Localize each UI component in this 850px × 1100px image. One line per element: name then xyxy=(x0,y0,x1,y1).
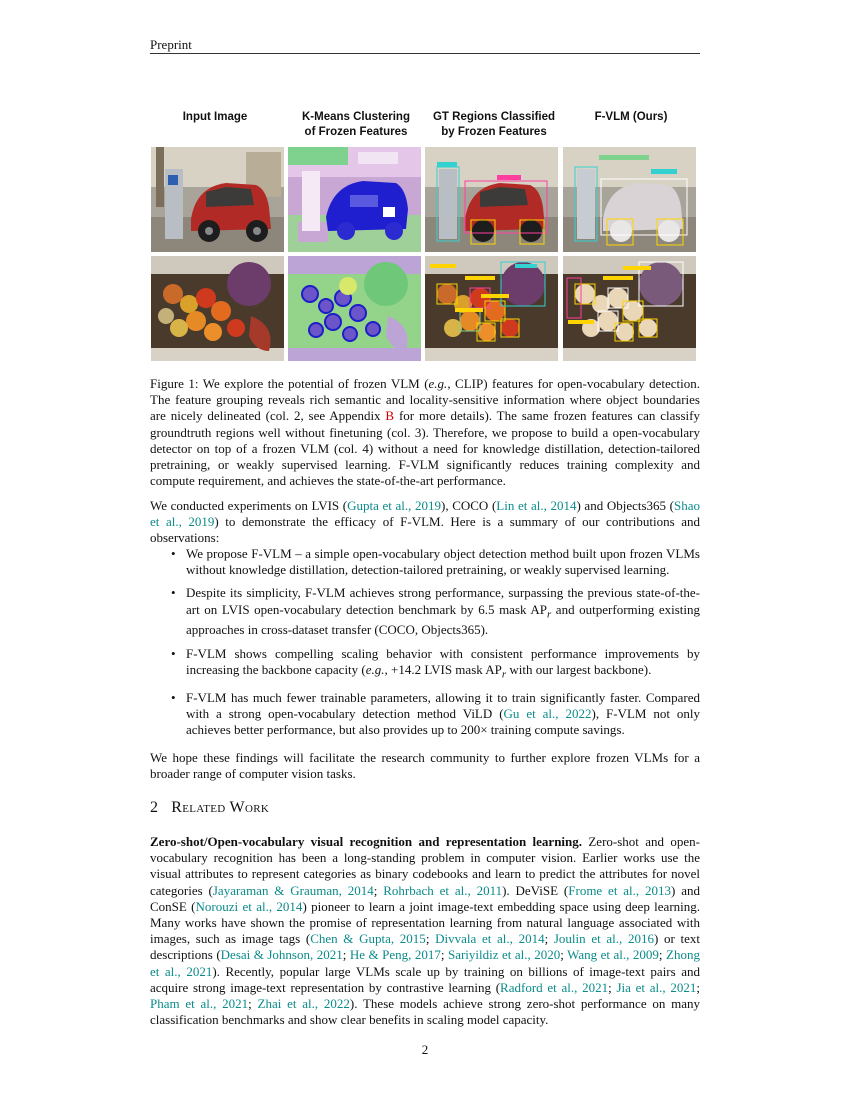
figure-caption: Figure 1: We explore the potential of frozen VLM (e.g., CLIP) features for open-vocabulary detection. The feature grouping reveals rich semantic and locality-sensitive information where object boundaries are nicely delineated (col. 2, see Appendix B for more details). The same frozen features can classify groundtruth regions well without finetuning (col. 3). Therefore, we propose to build a open-vocabulary detector on top of a frozen VLM (col. 4) without a need for knowledge distillation, detection-tailored pretraining, or weakly supervised learning. F-VLM significantly reduces training complexity and compute requirement, and achieves the state-of-the-art performance. xyxy=(150,376,701,489)
page-number: 2 xyxy=(421,1042,429,1057)
car-fvlm-image xyxy=(563,147,696,252)
section-heading: 2 Related Work xyxy=(150,799,270,816)
caption-label: Figure 1: xyxy=(150,376,199,391)
citation-link[interactable]: Norouzi et al., 2014 xyxy=(195,898,303,914)
citation-link[interactable]: Rohrbach et al., 2011 xyxy=(383,882,503,898)
fruit-input-image xyxy=(151,256,284,361)
column-title-gt-regions: GT Regions Classified by Frozen Features xyxy=(432,111,556,138)
citation-link[interactable]: Radford et al., 2021 xyxy=(500,979,609,995)
citation-link[interactable]: Pham et al., 2021 xyxy=(150,996,249,1012)
citation-link[interactable]: Gu et al., 2022 xyxy=(503,705,592,721)
citation-link[interactable]: Gupta et al., 2019 xyxy=(347,498,441,513)
fruit-gt-regions-image xyxy=(425,256,558,361)
intro-paragraph: We conducted experiments on LVIS (Gupta et al., 2019), COCO (Lin et al., 2014) and Objects365 (Shao et al., 2019) to demonstrate the efficacy of F-VLM. Here is a summary of our contributions and observations: xyxy=(150,498,700,546)
car-input-image xyxy=(151,147,284,252)
car-gt-regions-image xyxy=(425,147,558,252)
contribution-item: • F-VLM has much fewer trainable parameters, allowing it to train significantly faster. Compared with a strong open-vocabulary detection method ViLD (Gu et al., 2022), F-VLM not only achieves better performance, but also provides up to 200× training compute savings. xyxy=(186,690,700,739)
contributions-list xyxy=(186,546,700,745)
citation-link[interactable]: Divvala et al., 2014 xyxy=(435,931,545,947)
citation-link[interactable]: Zhai et al., 2022 xyxy=(257,996,350,1012)
running-head: Preprint xyxy=(150,37,192,52)
citation-link[interactable]: He & Peng, 2017 xyxy=(349,947,441,963)
citation-link[interactable]: Wang et al., 2009 xyxy=(567,947,659,963)
citation-link[interactable]: Joulin et al., 2016 xyxy=(553,931,654,947)
citation-link[interactable]: Jia et al., 2021 xyxy=(616,979,697,995)
citation-link[interactable]: Desai & Johnson, 2021 xyxy=(220,947,343,963)
paragraph-heading: Zero-shot/Open-vocabulary visual recognition and representation learning. xyxy=(150,834,583,849)
citation-link[interactable]: Zhong et al., 2021 xyxy=(150,947,700,979)
contribution-item: • We propose F-VLM – a simple open-vocabulary object detection method built upon frozen VLMs without knowledge distillation, detection-tailored pretraining, or weakly supervised learning. xyxy=(186,546,700,578)
related-work-paragraph: Zero-shot/Open-vocabulary visual recognition and representation learning. Zero-shot and open-vocabulary recognition has been a long-standing problem in computer vision. Earlier works use the visual attributes to represent categories as binary codebooks and learn to predict the attributes for novel categories (Jayaraman & Grauman, 2014; Rohrbach et al., 2011). DeViSE (Frome et al., 2013) and ConSE (Norouzi et al., 2014) pioneer to learn a joint image-text embedding space using deep learning. Many works have shown the promise of representation learning from natural language associated with images, such as image tags (Chen & Gupta, 2015; Divvala et al., 2014; Joulin et al., 2016) or text descriptions (Desai & Johnson, 2021; He & Peng, 2017; Sariyildiz et al., 2020; Wang et al., 2009; Zhong et al., 2021). Recently, popular large VLMs scale up by training on billions of image-text pairs and acquire strong image-text representation by contrastive learning (Radford et al., 2021; Jia et al., 2021; Pham et al., 2021; Zhai et al., 2022). These models achieve strong zero-shot performance on many classification benchmarks and show clear benefits in scaling model capacity. xyxy=(150,834,701,1028)
citation-link[interactable]: Chen & Gupta, 2015 xyxy=(310,931,426,947)
car-kmeans-image xyxy=(288,147,421,252)
citation-link[interactable]: Shao et al., 2019 xyxy=(150,498,700,530)
header-rule xyxy=(150,53,700,54)
column-title-fvlm: F-VLM (Ours) xyxy=(594,111,668,123)
fruit-kmeans-image xyxy=(288,256,421,361)
citation-link[interactable]: Frome et al., 2013 xyxy=(568,882,672,898)
contribution-item: • F-VLM shows compelling scaling behavior with consistent performance improvements by increasing the backbone capacity (e.g., +14.2 LVIS mask $AP_r$ with our largest backbone). xyxy=(186,646,700,683)
column-title-input: Input Image xyxy=(182,111,248,123)
appendix-link[interactable]: B xyxy=(385,408,395,424)
contribution-item: • Despite its simplicity, F-VLM achieves strong performance, surpassing the previous state-of-the-art on LVIS open-vocabulary detection benchmark by 6.5 mask $AP_r$ and outperforming existing approaches in cross-dataset transfer (COCO, Objects365). xyxy=(186,585,700,638)
citation-link[interactable]: Jayaraman & Grauman, 2014 xyxy=(212,882,374,898)
citation-link[interactable]: Lin et al., 2014 xyxy=(496,498,577,513)
citation-link[interactable]: Sariyildiz et al., 2020 xyxy=(447,947,561,963)
column-title-kmeans: K-Means Clustering of Frozen Features xyxy=(302,111,410,138)
fruit-fvlm-image xyxy=(563,256,696,361)
closing-paragraph: We hope these findings will facilitate the research community to further explore frozen VLMs for a broader range of computer vision tasks. xyxy=(150,750,700,782)
